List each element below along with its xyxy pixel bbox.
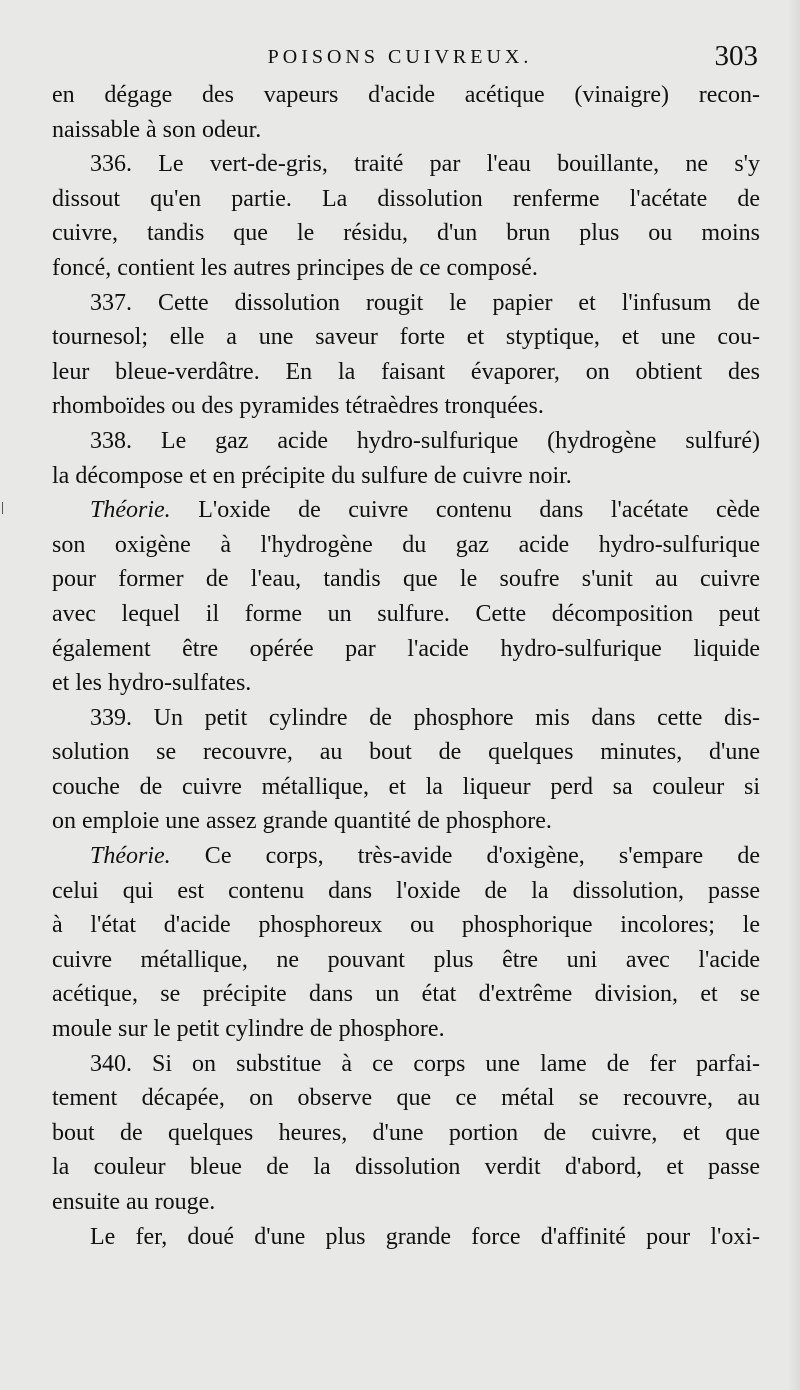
text-line: rhomboïdes ou des pyramides tétraèdres tronquées. (52, 393, 544, 420)
text-line: également être opérée par l'acide hydro-sulfurique liquide (52, 635, 760, 662)
text-line: couche de cuivre métallique, et la liqueur perd sa couleur si (52, 773, 760, 800)
text-line: bout de quelques heures, d'une portion de cuivre, et que (52, 1119, 760, 1146)
page-edge-shadow (788, 0, 800, 1390)
text-line: tournesol; elle a une saveur forte et styptique, et une cou- (52, 324, 760, 351)
text-line: leur bleue-verdâtre. En la faisant évaporer, on obtient des (52, 358, 760, 385)
text-line: avec lequel il forme un sulfure. Cette décomposition peut (52, 600, 760, 627)
text-line: 340. Si on substitue à ce corps une lame de fer parfai- (90, 1050, 760, 1077)
text-line: Théorie. L'oxide de cuivre contenu dans l'acétate cède (90, 497, 760, 524)
page-body (52, 78, 760, 1254)
text-line: pour former de l'eau, tandis que le soufre s'unit au cuivre (52, 566, 760, 593)
text-line: celui qui est contenu dans l'oxide de la dissolution, passe (52, 877, 760, 904)
text-line: 337. Cette dissolution rougit le papier et l'infusum de (90, 289, 760, 316)
text-line: naissable à son odeur. (52, 116, 262, 143)
text-line: Le fer, doué d'une plus grande force d'affinité pour l'oxi- (90, 1223, 760, 1250)
page-number: 303 (714, 40, 758, 72)
text-line: et les hydro-sulfates. (52, 670, 252, 697)
text-line: foncé, contient les autres principes de ce composé. (52, 254, 538, 281)
text-line: Théorie. Ce corps, très-avide d'oxigène, s'empare de (90, 843, 760, 870)
margin-mark (2, 502, 3, 514)
text-line: cuivre métallique, ne pouvant plus être uni avec l'acide (52, 946, 760, 973)
text-line: on emploie une assez grande quantité de phosphore. (52, 808, 552, 835)
text-line: son oxigène à l'hydrogène du gaz acide hydro-sulfurique (52, 531, 760, 558)
text-line: en dégage des vapeurs d'acide acétique (vinaigre) recon- (52, 82, 760, 108)
text-line: ensuite au rouge. (52, 1189, 216, 1215)
text-line: solution se recouvre, au bout de quelques minutes, d'une (52, 739, 760, 766)
text-line: la décompose et en précipite du sulfure de cuivre noir. (52, 462, 572, 489)
text-line: la couleur bleue de la dissolution verdit d'abord, et passe (52, 1154, 760, 1181)
text-line: moule sur le petit cylindre de phosphore. (52, 1016, 445, 1043)
running-title: POISONS CUIVREUX. (267, 46, 533, 68)
text-line: tement décapée, on observe que ce métal se recouvre, au (52, 1085, 760, 1112)
text-line: cuivre, tandis que le résidu, d'un brun plus ou moins (52, 220, 760, 247)
text-line: à l'état d'acide phosphoreux ou phosphorique incolores; le (52, 912, 760, 939)
text-line: acétique, se précipite dans un état d'extrême division, et se (52, 981, 760, 1008)
text-line: 339. Un petit cylindre de phosphore mis dans cette dis- (90, 704, 760, 731)
text-line: 338. Le gaz acide hydro-sulfurique (hydrogène sulfuré) (90, 427, 760, 454)
text-line: dissout qu'en partie. La dissolution renferme l'acétate de (52, 185, 760, 212)
text-line: 336. Le vert-de-gris, traité par l'eau bouillante, ne s'y (90, 151, 760, 178)
